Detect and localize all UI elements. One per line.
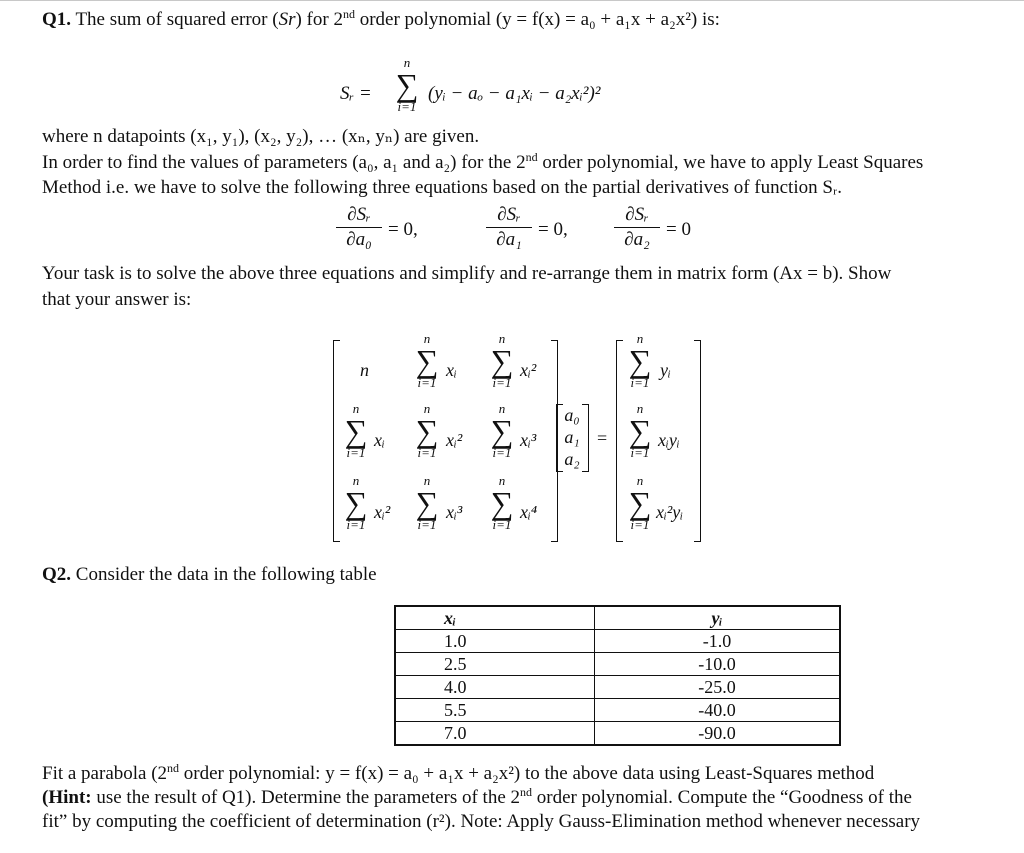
matrix-sum: n ∑ i=1 [628, 473, 652, 532]
cell-x: 4.0 [395, 676, 595, 699]
rhs-term: xᵢ²yᵢ [656, 502, 684, 522]
hint-label: (Hint: [42, 787, 92, 808]
matrix-sum: n ∑ i=1 [415, 331, 439, 390]
header-y: yᵢ [595, 606, 841, 630]
cell-y: -40.0 [595, 699, 841, 722]
fit-line-1: Fit a parabola (2nd order polynomial: y = f(x) = a₀ + a₁x + a₂x²) to the above data using Least-Squares method [42, 761, 875, 784]
q1-heading: Q1. The sum of squared error (Sr) for 2nd order polynomial (y = f(x) = a₀ + a₁x + a₂x²) is: [42, 7, 720, 30]
q1-label: Q1. [42, 9, 72, 30]
matrix-a-term: xᵢ³ [446, 502, 463, 522]
cell-x: 2.5 [395, 653, 595, 676]
matrix-a-term: xᵢ [374, 430, 385, 450]
task-line-2: that your answer is: [42, 289, 192, 310]
matrix-sum: n ∑ i=1 [344, 473, 368, 532]
cell-y: -25.0 [595, 676, 841, 699]
vector-b-right-bracket [694, 340, 701, 542]
table-row [395, 630, 840, 653]
partial-a1: ∂Sᵣ ∂a₁ [486, 204, 532, 251]
matrix-sum: n ∑ i=1 [415, 401, 439, 460]
cell-y: -90.0 [595, 722, 841, 746]
partial-a2-rhs: = 0 [666, 219, 691, 240]
matrix-sum: n ∑ i=1 [490, 473, 514, 532]
fit-line-2: (Hint: use the result of Q1). Determine the parameters of the 2nd order polynomial. Compute the “Goodness of the [42, 785, 912, 808]
cell-x: 5.5 [395, 699, 595, 722]
matrix-sum: n ∑ i=1 [490, 331, 514, 390]
partial-a0-rhs: = 0, [388, 219, 418, 240]
fit-line-3: fit” by computing the coefficient of determination (r²). Note: Apply Gauss-Elimination method whenever necessary [42, 811, 921, 832]
formula-sum: n ∑ i=1 [395, 55, 419, 114]
q2-heading: Q2. Consider the data in the following table [42, 564, 377, 585]
table-header-row [395, 606, 840, 630]
matrix-a-term: xᵢ⁴ [520, 502, 538, 522]
header-x: xᵢ [395, 606, 595, 630]
matrix-sum: n ∑ i=1 [415, 473, 439, 532]
matrix-sum: n ∑ i=1 [344, 401, 368, 460]
partial-a2: ∂Sᵣ ∂a₂ [614, 204, 660, 251]
table-row [395, 653, 840, 676]
matrix-equals: = [597, 428, 608, 448]
table-row [395, 722, 840, 746]
data-table [394, 605, 841, 746]
cell-x: 1.0 [395, 630, 595, 653]
top-border [0, 0, 1024, 1]
table-row [395, 699, 840, 722]
where-line: where n datapoints (x₁, y₁), (x₂, y₂), … (xₙ, yₙ) are given. [42, 126, 480, 147]
method-line-2: Method i.e. we have to solve the following three equations based on the partial derivatives of function Sᵣ. [42, 177, 843, 198]
unknown-a1: a₁ [564, 427, 580, 447]
matrix-sum: n ∑ i=1 [628, 331, 652, 390]
matrix-sum: n ∑ i=1 [628, 401, 652, 460]
cell-x: 7.0 [395, 722, 595, 746]
formula-body: (yᵢ − aₒ − a₁xᵢ − a₂xᵢ²)² [428, 83, 601, 104]
matrix-a-n: n [360, 360, 369, 380]
rhs-term: yᵢ [660, 360, 671, 380]
cell-y: -10.0 [595, 653, 841, 676]
cell-y: -1.0 [595, 630, 841, 653]
q2-label: Q2. [42, 564, 72, 585]
unknown-a0: a₀ [564, 405, 580, 425]
matrix-a-term: xᵢ² [520, 360, 537, 380]
matrix-a-term: xᵢ² [446, 430, 463, 450]
method-line-1: In order to find the values of parameters (a₀, a₁ and a₂) for the 2nd order polynomial, we have to apply Least Squares [42, 150, 924, 173]
task-line-1: Your task is to solve the above three equations and simplify and re-arrange them in matrix form (Ax = b). Show [42, 263, 892, 284]
partial-a0: ∂Sᵣ ∂a₀ [336, 204, 382, 251]
matrix-a-term: xᵢ² [374, 502, 391, 522]
partial-a1-rhs: = 0, [538, 219, 568, 240]
sr-symbol: Sr [278, 9, 296, 30]
table-row [395, 676, 840, 699]
matrix-a-term: xᵢ [446, 360, 457, 380]
unknown-a2: a₂ [564, 449, 580, 469]
matrix-a-term: xᵢ³ [520, 430, 537, 450]
rhs-term: xᵢyᵢ [658, 430, 680, 450]
matrix-sum: n ∑ i=1 [490, 401, 514, 460]
formula-lhs: Sᵣ = [340, 83, 372, 104]
